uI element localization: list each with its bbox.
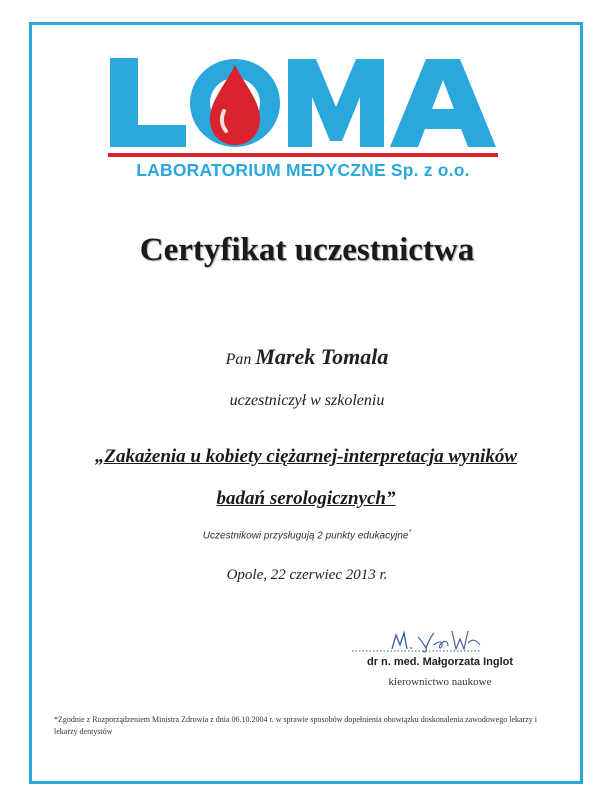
training-title-line-2: badań serologicznych” [216, 488, 396, 509]
points-note [30, 529, 584, 541]
signer-role: kierownictwo naukowe [388, 676, 492, 688]
place-date: Opole, 22 czerwiec 2013 r. [226, 567, 388, 583]
points-text: Uczestnikowi przysługują 2 punkty edukacyjne [202, 530, 409, 542]
signer-name: dr n. med. Małgorzata Inglot [366, 656, 514, 668]
logo-subtitle: LABORATORIUM MEDYCZNE Sp. z o.o. [136, 160, 470, 180]
participant-line [30, 344, 584, 370]
certificate-title: Certyfikat uczestnictwa [139, 232, 475, 268]
training-title-line-1: „Zakażenia u kobiety ciężarnej-interpretacja wyników [94, 446, 518, 467]
handwritten-signature [330, 615, 550, 655]
legal-footnote: *Zgodnie z Rozporządzeniem Ministra Zdrowia z dnia 06.10.2004 r. w sprawie sposobów dopełnienia obowiązku doskonalenia zawodowego lekarzy i lekarzy dentystów [54, 715, 537, 736]
training-title [56, 436, 556, 520]
salutation: Pan [225, 351, 252, 368]
participated-text: uczestniczył w szkoleniu [229, 392, 385, 409]
loma-logo [108, 55, 498, 185]
loma-wordmark [108, 55, 498, 160]
participant-name: Marek Tomala [255, 344, 389, 369]
points-footnote-mark: * [408, 529, 412, 536]
logo-underline [108, 153, 498, 157]
signature-block [330, 615, 550, 695]
